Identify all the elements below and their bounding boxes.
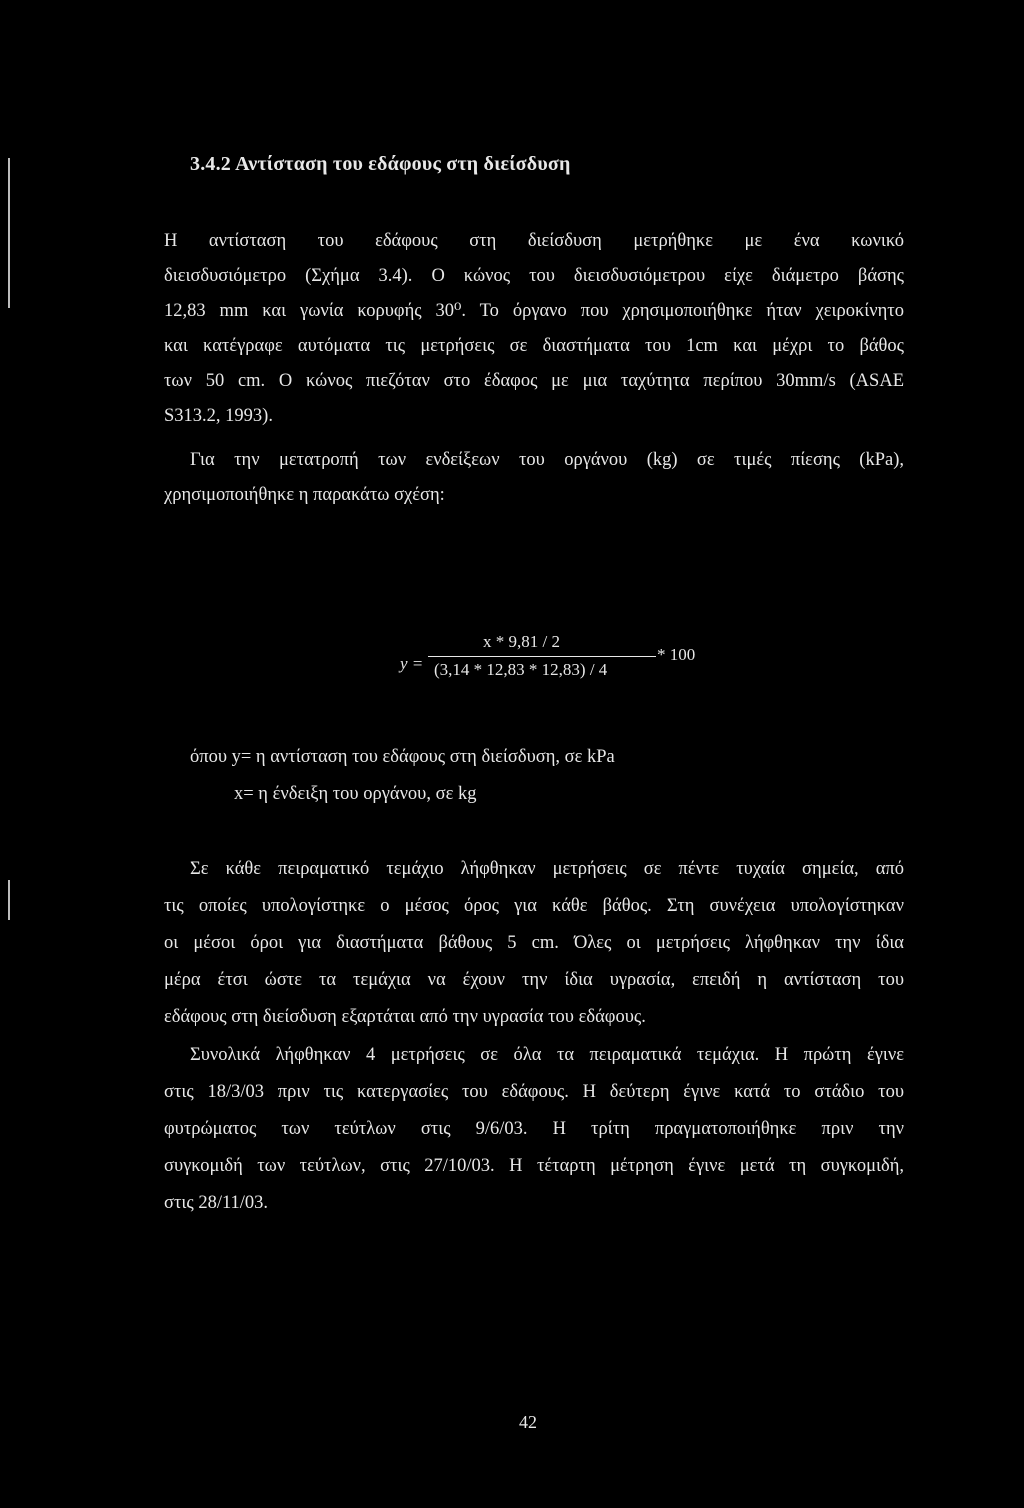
paragraph-4-line: φυτρώματος των τεύτλων στις 9/6/03. Η τρίτη πραγματοποιήθηκε πριν την [164, 1119, 904, 1139]
formula-lhs: y = [400, 654, 424, 673]
paragraph-4-line: στις 18/3/03 πριν τις κατεργασίες του εδάφους. Η δεύτερη έγινε κατά το στάδιο του [164, 1082, 904, 1102]
paragraph-1-line: S313.2, 1993). [164, 406, 273, 426]
definition-x: x= η ένδειξη του οργάνου, σε kg [234, 784, 477, 804]
paragraph-3-line: μέρα έτσι ώστε τα τεμάχια να έχουν την ίδια υγρασία, επειδή η αντίσταση του [164, 970, 904, 990]
left-edge-mark [8, 158, 10, 308]
formula-multiplier: * 100 [657, 645, 696, 664]
paragraph-1-line: Η αντίσταση του εδάφους στη διείσδυση μετρήθηκε με ένα κωνικό [164, 231, 904, 251]
paragraph-4-line: συγκομιδή των τεύτλων, στις 27/10/03. Η τέταρτη μέτρηση έγινε μετά τη συγκομιδή, [164, 1156, 904, 1176]
paragraph-1-line: διεισδυσιόμετρο (Σχήμα 3.4). Ο κώνος του διεισδυσιόμετρου είχε διάμετρο βάσης [164, 266, 904, 286]
paragraph-3-line: οι μέσοι όροι για διαστήματα βάθους 5 cm. Όλες οι μετρήσεις λήφθηκαν την ίδια [164, 933, 904, 953]
paragraph-4-line: Συνολικά λήφθηκαν 4 μετρήσεις σε όλα τα πειραματικά τεμάχια. Η πρώτη έγινε [190, 1045, 904, 1065]
paragraph-1-line: 12,83 mm και γωνία κορυφής 30⁰. Το όργανο που χρησιμοποιήθηκε ήταν χειροκίνητο [164, 301, 904, 321]
definition-y: όπου y= η αντίσταση του εδάφους στη διείσδυση, σε kPa [190, 747, 615, 767]
paragraph-1-line: και κατέγραφε αυτόματα τις μετρήσεις σε διαστήματα του 1cm και μέχρι το βάθος [164, 336, 904, 356]
section-heading: 3.4.2 Αντίσταση του εδάφους στη διείσδυση [190, 153, 571, 175]
pressure-formula [400, 632, 730, 702]
left-edge-mark [8, 880, 10, 920]
paragraph-2-line: χρησιμοποιήθηκε η παρακάτω σχέση: [164, 485, 445, 505]
paragraph-3-line: τις οποίες υπολογίστηκε ο μέσος όρος για κάθε βάθος. Στη συνέχεια υπολογίστηκαν [164, 896, 904, 916]
paragraph-2-line: Για την μετατροπή των ενδείξεων του οργάνου (kg) σε τιμές πίεσης (kPa), [190, 450, 904, 470]
page-number: 42 [519, 1412, 537, 1432]
paragraph-4-line: στις 28/11/03. [164, 1193, 269, 1213]
paragraph-3-line: εδάφους στη διείσδυση εξαρτάται από την υγρασία του εδάφους. [164, 1007, 646, 1027]
paragraph-1-line: των 50 cm. Ο κώνος πιεζόταν στο έδαφος με μια ταχύτητα περίπου 30mm/s (ASAE [164, 371, 904, 391]
formula-denominator: (3,14 * 12,83 * 12,83) / 4 [434, 660, 608, 679]
paragraph-3-line: Σε κάθε πειραματικό τεμάχιο λήφθηκαν μετρήσεις σε πέντε τυχαία σημεία, από [190, 859, 904, 879]
fraction-bar [428, 656, 656, 657]
formula-numerator: x * 9,81 / 2 [483, 632, 560, 651]
